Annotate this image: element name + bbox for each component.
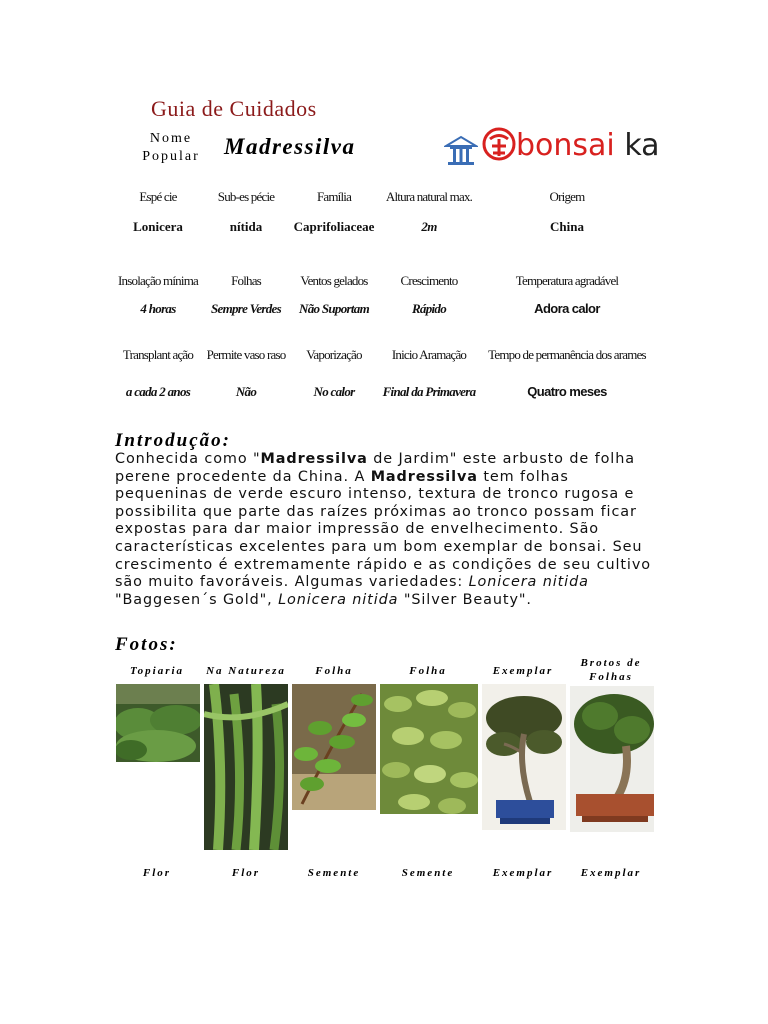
caption-topiaria: Topiaria: [129, 665, 185, 677]
attr-value-2-5: Adora calor: [534, 301, 600, 316]
caption-na-natureza: Na Natureza: [206, 665, 286, 677]
attr-label-1-5: Origem: [549, 189, 585, 204]
intro-text-5: "Silver Beauty".: [398, 591, 532, 608]
intro-text-2: de Jardim" este arbusto de folha perene procedente da China. A: [115, 451, 635, 485]
caption-brotos-de-folhas: Brotos de Folhas: [580, 657, 642, 683]
photo-na-natureza: [204, 684, 288, 850]
attr-label-2-1: Insolação mínima: [118, 273, 198, 288]
attr-value-2-3: Não Suportam: [299, 301, 369, 316]
photo-folha-1: [292, 684, 376, 810]
intro-paragraph: [115, 451, 660, 609]
attr-value-1-3: Caprifoliaceae: [293, 219, 375, 234]
logo-text-suffix: ka: [624, 128, 660, 163]
caption-flor-1: Flor: [142, 867, 172, 879]
intro-heading: Introdução:: [115, 430, 231, 451]
intro-text-1: Conhecida como ": [115, 451, 261, 467]
attr-label-1-3: Família: [316, 189, 352, 204]
attr-label-2-4: Crescimento: [400, 273, 458, 288]
attr-label-1-1: Espé cie: [139, 189, 177, 204]
caption-flor-2: Flor: [231, 867, 261, 879]
nome-popular-label: [140, 130, 202, 166]
attr-value-3-2: Não: [235, 384, 257, 399]
logo-text-main: bonsai: [516, 128, 615, 163]
attr-label-2-3: Ventos gelados: [300, 273, 368, 288]
attr-value-3-5: Quatro meses: [527, 384, 607, 399]
attr-value-2-1: 4 horas: [140, 301, 176, 316]
attr-value-3-1: a cada 2 anos: [125, 384, 191, 399]
plant-name: Madressilva: [224, 134, 356, 159]
attr-value-1-1: Lonicera: [133, 219, 183, 234]
bonsai-tree-icon: [482, 126, 516, 166]
intro-italic-2: Lonicera nitida: [278, 591, 399, 608]
attr-label-3-3: Vaporização: [306, 347, 362, 362]
nome-label-line2: Popular: [142, 149, 200, 164]
photo-topiaria: [116, 684, 200, 762]
attr-value-3-4: Final da Primavera: [382, 384, 476, 399]
caption-folha-1: Folha: [315, 665, 353, 677]
attr-label-3-4: Inicio Aramação: [391, 347, 467, 362]
attr-value-1-5: China: [550, 219, 584, 234]
attr-value-1-2: nítida: [229, 219, 263, 234]
attr-label-3-2: Permite vaso raso: [206, 347, 286, 362]
intro-italic-1: Lonicera nitida: [468, 574, 589, 591]
photos-heading: Fotos:: [115, 634, 178, 655]
caption-exemplar-top: Exemplar: [492, 665, 554, 677]
caption-semente-1: Semente: [307, 867, 361, 879]
photo-exemplar-1: [482, 684, 566, 830]
pagoda-icon: [444, 134, 478, 166]
intro-text-3: tem folhas pequeninas de verde escuro intenso, textura de tronco rugosa e possibilita que parte das raízes próximas ao tronco possam ficar expostas para dar maior impressão de envelhecimento. São características excelentes para um bom exemplar de bonsai. Seu crescimento é extremamente rápido e as condições de seu cultivo são muito favoráveis. Algumas variedades:: [115, 468, 651, 591]
intro-bold-2: Madressilva: [370, 468, 478, 485]
attr-value-2-2: Sempre Verdes: [211, 301, 281, 316]
attr-label-3-5: Tempo de permanência dos arames: [488, 347, 646, 362]
attr-value-2-4: Rápido: [411, 301, 447, 316]
caption-semente-2: Semente: [401, 867, 455, 879]
attr-label-2-2: Folhas: [231, 273, 261, 288]
attr-value-1-4: 2m: [421, 219, 437, 234]
attr-label-1-4: Altura natural max.: [385, 189, 473, 204]
page-title: Guia de Cuidados: [151, 96, 317, 121]
photo-brotos-de-folhas: [570, 686, 654, 832]
caption-exemplar-bottom-2: Exemplar: [580, 867, 642, 879]
intro-text-4: "Baggesen´s Gold",: [115, 591, 279, 608]
attr-value-3-3: No calor: [313, 384, 355, 399]
logo-text: [516, 128, 660, 163]
caption-exemplar-bottom-1: Exemplar: [492, 867, 554, 879]
attr-label-1-2: Sub-es pécie: [217, 189, 275, 204]
nome-label-line1: Nome: [149, 131, 193, 146]
bonsai-ka-logo: [444, 124, 659, 170]
photo-folha-2: [380, 684, 478, 814]
attr-label-2-5: Temperatura agradável: [515, 273, 619, 288]
intro-bold-1: Madressilva: [260, 451, 368, 467]
attr-label-3-1: Transplant ação: [122, 347, 194, 362]
caption-folha-2: Folha: [409, 665, 447, 677]
